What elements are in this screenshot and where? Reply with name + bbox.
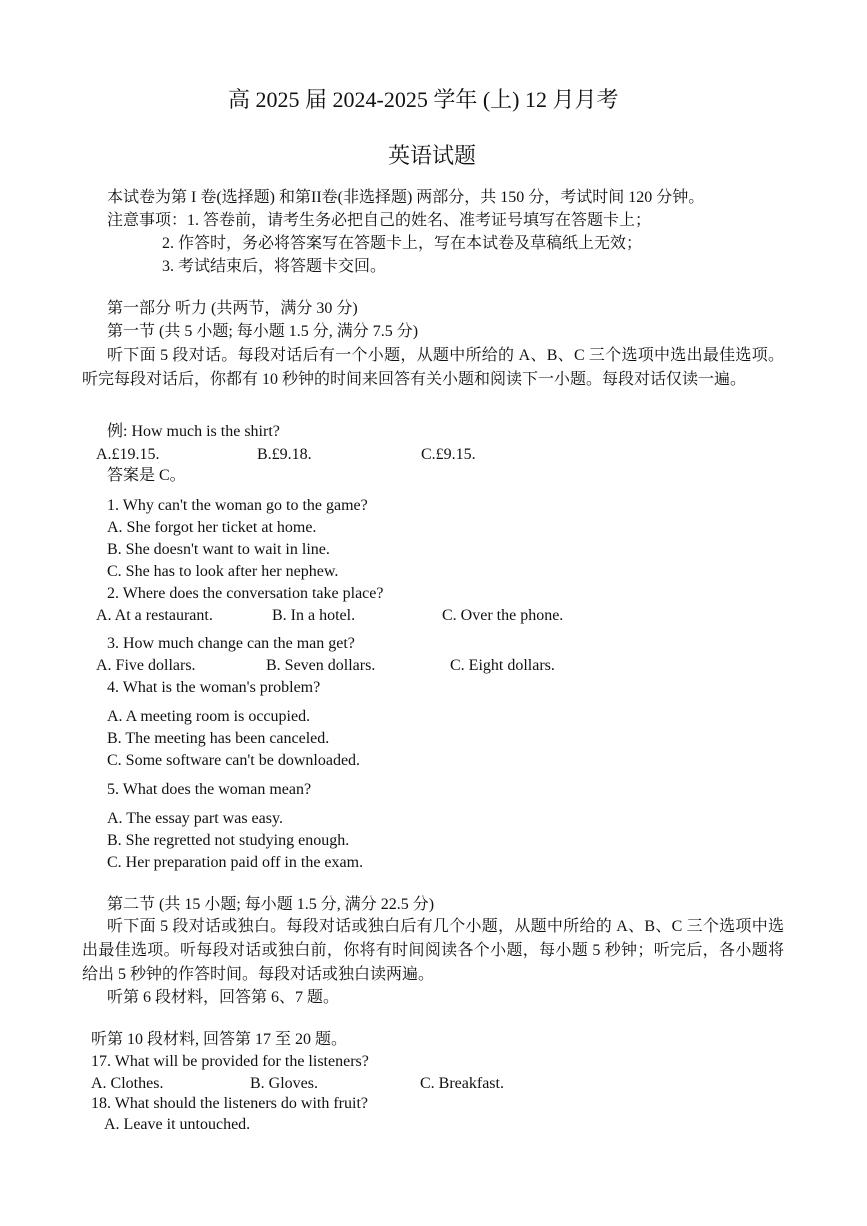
example-question: 例: How much is the shirt? — [107, 423, 280, 440]
question-1: 1. Why can't the woman go to the game? — [107, 497, 368, 514]
example-option-b: B.£9.18. — [257, 446, 312, 463]
section2-heading: 第二节 (共 15 小题; 每小题 1.5 分, 满分 22.5 分) — [107, 896, 435, 913]
q17-option-b: B. Gloves. — [250, 1075, 318, 1092]
section2-instructions: 听下面 5 段对话或独白。每段对话或独白后有几个小题，从题中所给的 A、B、C 三个选项中选出最佳选项。听每段对话或独白前，你将有时间阅读各个小题，每小题 5 秒钟；听完后，各小题将给出 5 秒钟的作答时间。每段对话或独白读两遍。 — [82, 918, 784, 983]
section1-heading: 第一节 (共 5 小题; 每小题 1.5 分, 满分 7.5 分) — [107, 323, 419, 340]
section1-instructions: 听下面 5 段对话。每段对话后有一个小题，从题中所给的 A、B、C 三个选项中选出最佳选项。听完每段对话后，你都有 10 秒钟的时间来回答有关小题和阅读下一小题。每段对话仅读一遍。 — [82, 347, 784, 388]
q4-option-a: A. A meeting room is occupied. — [107, 708, 311, 725]
q3-option-c: C. Eight dollars. — [450, 657, 555, 674]
exam-title: 高 2025 届 2024-2025 学年 (上) 12 月月考 — [228, 87, 619, 112]
q18-option-a: A. Leave it untouched. — [104, 1116, 251, 1133]
note-line-3: 3. 考试结束后，将答题卡交回。 — [162, 258, 387, 275]
material-10-note: 听第 10 段材料, 回答第 17 至 20 题。 — [91, 1031, 348, 1048]
q2-option-a: A. At a restaurant. — [96, 607, 213, 624]
part1-heading: 第一部分 听力 (共两节，满分 30 分) — [107, 300, 358, 317]
q17-option-c: C. Breakfast. — [420, 1075, 504, 1092]
question-5: 5. What does the woman mean? — [107, 781, 312, 798]
q2-option-b: B. In a hotel. — [272, 607, 356, 624]
example-option-a: A.£19.15. — [96, 446, 160, 463]
q1-option-a: A. She forgot her ticket at home. — [107, 519, 317, 536]
q3-option-a: A. Five dollars. — [96, 657, 196, 674]
material-6-note: 听第 6 段材料，回答第 6、7 题。 — [107, 989, 340, 1006]
example-answer: 答案是 C。 — [107, 467, 186, 484]
q4-option-c: C. Some software can't be downloaded. — [107, 752, 361, 769]
example-option-c: C.£9.15. — [421, 446, 476, 463]
q3-option-b: B. Seven dollars. — [266, 657, 376, 674]
question-3: 3. How much change can the man get? — [107, 635, 355, 652]
note-line-1: 注意事项：1. 答卷前，请考生务必把自己的姓名、准考证号填写在答题卡上； — [107, 212, 652, 229]
q1-option-b: B. She doesn't want to wait in line. — [107, 541, 330, 558]
intro-line: 本试卷为第 I 卷(选择题) 和第II卷(非选择题) 两部分，共 150 分，考试时间 120 分钟。 — [107, 189, 705, 206]
exam-subtitle: 英语试题 — [388, 143, 477, 168]
question-18: 18. What should the listeners do with fruit? — [91, 1095, 368, 1112]
q5-option-c: C. Her preparation paid off in the exam. — [107, 854, 364, 871]
question-4: 4. What is the woman's problem? — [107, 679, 321, 696]
q17-option-a: A. Clothes. — [91, 1075, 164, 1092]
q5-option-b: B. She regretted not studying enough. — [107, 832, 350, 849]
note-line-2: 2. 作答时，务必将答案写在答题卡上，写在本试卷及草稿纸上无效； — [162, 235, 643, 252]
question-17: 17. What will be provided for the listeners? — [91, 1053, 369, 1070]
q1-option-c: C. She has to look after her nephew. — [107, 563, 339, 580]
q5-option-a: A. The essay part was easy. — [107, 810, 283, 827]
q4-option-b: B. The meeting has been canceled. — [107, 730, 330, 747]
q2-option-c: C. Over the phone. — [442, 607, 564, 624]
question-2: 2. Where does the conversation take place? — [107, 585, 384, 602]
